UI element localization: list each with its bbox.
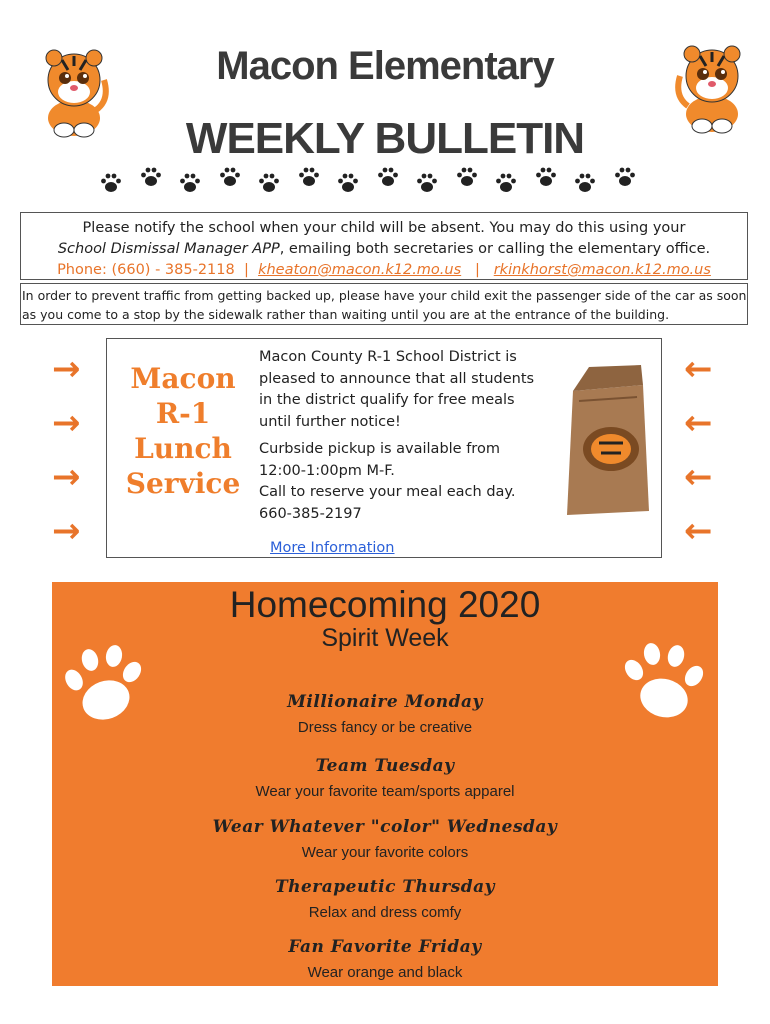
paw-print-icon — [456, 166, 478, 188]
arrow-left-icon: ← — [684, 403, 713, 443]
office-phone: Phone: (660) - 385-2118 — [57, 262, 235, 278]
paw-print-icon — [622, 640, 708, 726]
curbside-text: Curbside pickup is available from 12:00-1:00pm M-F. — [259, 441, 500, 479]
paw-print-icon — [140, 166, 162, 188]
day-description: Wear orange and black — [307, 964, 463, 981]
logo-line: Lunch — [134, 432, 232, 465]
day-name: Therapeutic Thursday — [274, 877, 496, 897]
paw-print-icon — [495, 172, 517, 194]
email-link-rkinkhorst[interactable]: rkinkhorst@macon.k12.mo.us — [493, 262, 711, 278]
email-link-kheaton[interactable]: kheaton@macon.k12.mo.us — [258, 262, 462, 278]
paw-print-row — [100, 166, 660, 196]
separator: | — [475, 262, 480, 278]
arrow-left-icon: ← — [684, 511, 713, 551]
logo-line: R-1 — [155, 397, 211, 430]
paper-lunch-bag-icon — [559, 361, 657, 521]
bulletin-title: WEEKLY BULLETIN — [185, 114, 585, 163]
paw-print-icon — [258, 172, 280, 194]
app-name: School Dismissal Manager APP — [57, 241, 280, 257]
arrow-right-icon: → — [52, 349, 81, 389]
homecoming-title: Homecoming 2020 — [229, 584, 541, 625]
absence-notice — [20, 212, 748, 280]
arrow-right-icon: → — [52, 457, 81, 497]
paw-print-icon — [60, 642, 146, 728]
paw-print-icon — [298, 166, 320, 188]
separator: | — [243, 262, 249, 278]
notice-line-2 — [21, 239, 747, 260]
paw-print-icon — [377, 166, 399, 188]
paw-print-icon — [535, 166, 557, 188]
spirit-week-subtitle: Spirit Week — [321, 624, 449, 652]
arrow-left-icon: ← — [684, 349, 713, 389]
arrow-right-icon: → — [52, 511, 81, 551]
lunch-service-box — [106, 338, 662, 558]
lunch-phone: 660-385-2197 — [259, 505, 362, 522]
paw-print-icon — [219, 166, 241, 188]
homecoming-spirit-week — [52, 582, 718, 986]
school-name: Macon Elementary — [216, 44, 554, 88]
day-description: Wear your favorite colors — [301, 844, 469, 861]
logo-line: Service — [125, 467, 241, 500]
reserve-text: Call to reserve your meal each day. — [259, 484, 516, 500]
traffic-notice: In order to prevent traffic from getting backed up, please have your child exit the passenger side of the car as soon as you come to a stop by the sidewalk rather than waiting until you are at the entrance of the building. — [20, 283, 748, 325]
day-description: Dress fancy or be creative — [297, 719, 473, 736]
notice-line-2-rest: , emailing both secretaries or calling the elementary office. — [279, 241, 711, 257]
more-information-link[interactable]: More Information — [270, 540, 395, 556]
paw-print-icon — [416, 172, 438, 194]
day-name: Millionaire Monday — [287, 692, 483, 712]
arrow-right-icon: → — [52, 403, 81, 443]
free-meals-text: Macon County R-1 School District is pleased to announce that all students in the district qualify for free meals until further notice! — [259, 349, 535, 430]
paw-print-icon — [100, 172, 122, 194]
lunch-service-logo — [107, 361, 259, 501]
day-name: Wear Whatever "color" Wednesday — [212, 817, 558, 837]
day-description: Wear your favorite team/sports apparel — [255, 783, 515, 800]
paw-print-icon — [574, 172, 596, 194]
paw-print-icon — [337, 172, 359, 194]
paw-print-icon — [614, 166, 636, 188]
lunch-info — [259, 347, 549, 556]
arrow-left-icon: ← — [684, 457, 713, 497]
paw-print-icon — [179, 172, 201, 194]
notice-line-1: Please notify the school when your child will be absent. You may do this using your — [82, 220, 686, 236]
contact-line — [21, 260, 747, 281]
day-name: Fan Favorite Friday — [288, 937, 482, 957]
day-name: Team Tuesday — [315, 756, 455, 776]
day-description: Relax and dress comfy — [308, 904, 462, 921]
logo-line: Macon — [130, 362, 236, 395]
